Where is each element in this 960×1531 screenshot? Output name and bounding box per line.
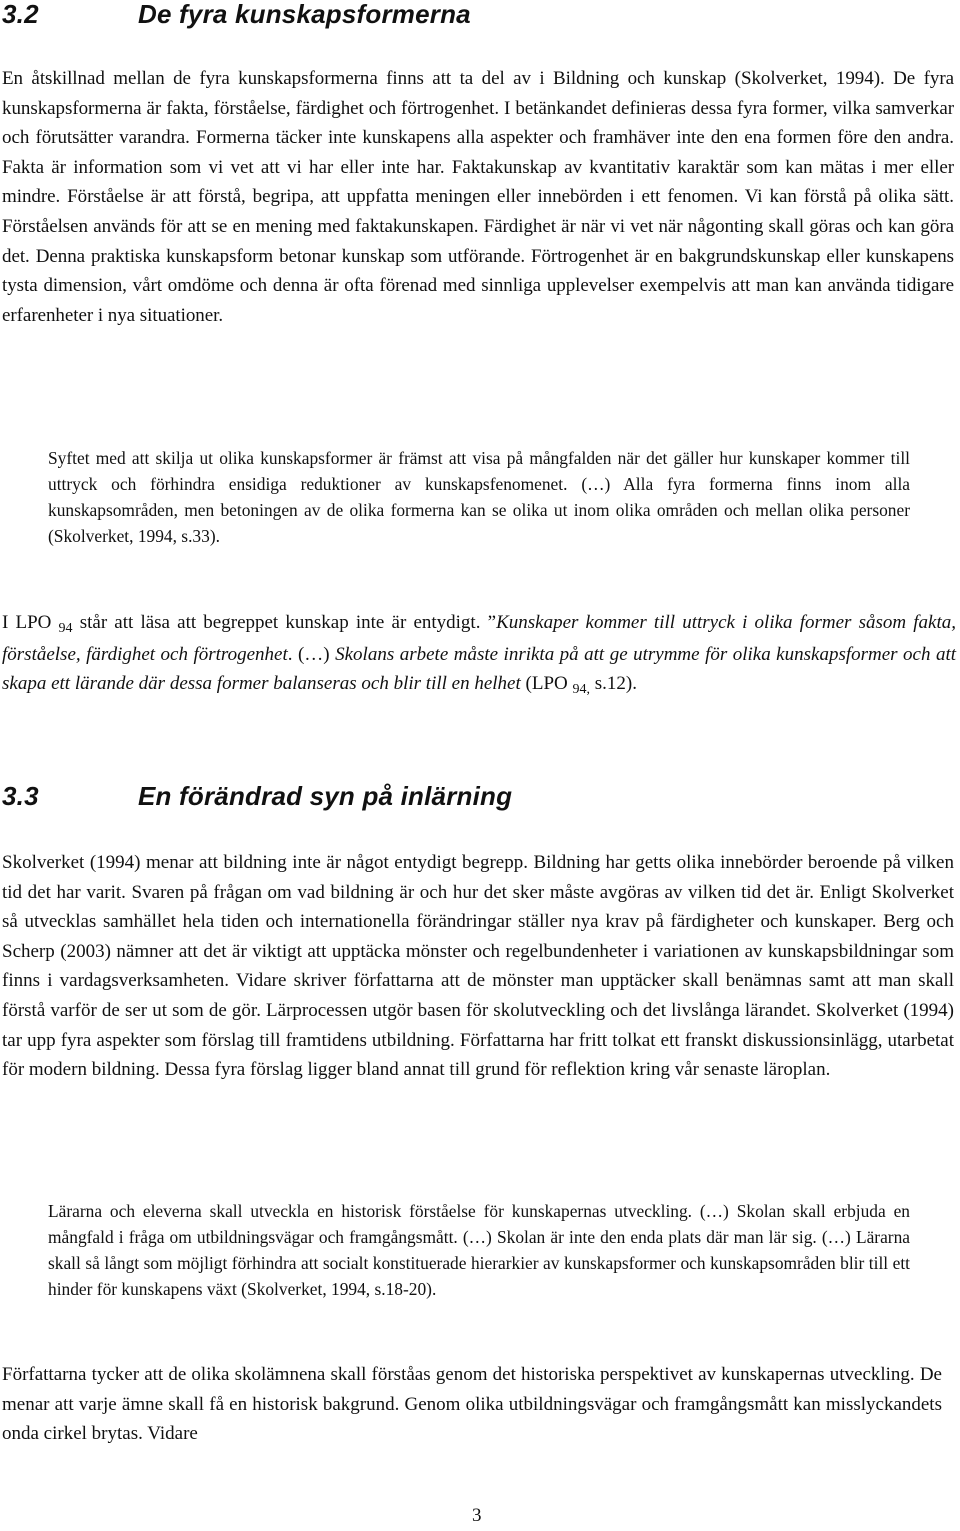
lpo-subscript: 94 [58, 621, 73, 636]
lpo-between: . (…) [287, 643, 336, 665]
lpo-quote-part1: Kunskaper kommer till uttryck i olika former såsom fakta, förståelse, färdighet och förtrogenhet [2, 612, 956, 665]
section-title: En förändrad syn på inlärning [138, 781, 513, 811]
page-number: 3 [472, 1505, 482, 1526]
lpo-lead: I LPO [2, 612, 59, 633]
paragraph-lpo94 [2, 608, 956, 701]
section-number: 3.2 [2, 0, 39, 29]
lpo-cite-subscript: 94, [572, 682, 590, 698]
lpo-cite: (LPO [520, 673, 573, 695]
block-quote-historisk-forstaelse: Lärarna och eleverna skall utveckla en historisk förståelse för kunskapernas utveckling. (…) Skolan skall erbjuda en mångfald i fråga om utbildningsvägar och framgångsmått. (…) Skolan är inte den enda plats där man lär sig. (…) Lärarna skall så långt som möjligt förhindra att socialt konstituerade hierarkier av kunskapsformer och kunskapsområden blir till ett hinder för kunskapens växt (Skolverket, 1994, s.18-20). [48, 1201, 910, 1300]
section-number: 3.3 [2, 781, 39, 811]
lpo-quote-part2: Skolans arbete måste inrikta på att ge utrymme för olika kunskapsformer och att skapa ett lärande där dessa former balanseras och blir till en helhet [2, 643, 957, 695]
paragraph-forfattarna: Författarna tycker att de olika skolämnena skall förståas genom det historiska perspektivet av kunskapernas utveckling. De menar att varje ämne skall få en historisk bakgrund. Genom olika utbildningsvägar och framgångsmått kan misslyckandets onda cirkel brytas. Vidare [2, 1364, 942, 1445]
lpo-cite-end: s.12). [590, 673, 637, 695]
lpo-mid: står att läsa att begreppet kunskap inte är entydigt. ” [72, 612, 497, 633]
section-title: De fyra kunskapsformerna [138, 0, 471, 29]
paragraph-bildning: Skolverket (1994) menar att bildning inte är något entydigt begrepp. Bildning har getts olika innebörder beroende på vilken tid det har varit. Svaren på frågan om vad bildning är och hur det sker måste avgöras av vilken tid det är. Enligt Skolverket så utvecklas samhället hela tiden och internationella förändringar ställer nya krav på färdigheter och kunskaper. Berg och Scherp (2003) nämner att det är viktigt att upptäcka mönster och regelbundenheter i variationen av kunskapsbildningar som finns i vardagsverksamheten. Vidare skriver författarna att de mönster man upptäcker skall benämnas samt att man skall förstå varför de ser ut som de gör. Lärprocessen utgör basen för skolutveckling och det livslånga lärandet. Skolverket (1994) tar upp fyra aspekter som förslag till framtidens utbildning. Författarna har fritt tolkat ett franskt diskussionsinlägg, utarbetat för modern bildning. Dessa fyra förslag ligger bland annat till grund för reflektion kring vår senaste läroplan. [2, 852, 954, 1081]
paragraph-kunskapsformer: En åtskillnad mellan de fyra kunskapsformerna finns att ta del av i Bildning och kunskap (Skolverket, 1994). De fyra kunskapsformerna är fakta, förståelse, färdighet och förtrogenhet. I betänkandet definieras dessa fyra former, vilka samverkar och förutsätter varandra. Formerna täcker inte kunskapens alla aspekter och framhäver inte den ena formen före den andra. Fakta är information som vi vet att vi har eller inte har. Faktakunskap av kvantitativ karaktär som kan mätas i mer eller mindre. Förståelse är att förstå, begripa, att uppfatta meningen eller innebörden i ett fenomen. Vi kan förstå på olika sätt. Förståelsen används för att se en mening med faktakunskapen. Färdighet är när vi vet när någonting skall göras och kan göra det. Denna praktiska kunskapsform betonar kunskap som utförande. Förtrogenhet är en bakgrundskunskap eller kunskapens tysta dimension, vårt omdöme och denna är ofta förenad med sinnliga upplevelser exempelvis att man kan använda tidigare erfarenheter i nya situationer. [2, 68, 954, 326]
block-quote-skolverket: Syftet med att skilja ut olika kunskapsformer är främst att visa på mångfalden när det gäller hur kunskaper kommer till uttryck och förhindra ensidiga reduktioner av kunskapsfenomenet. (…) Alla fyra formerna finns inom alla kunskapsområden, men betoningen av de olika formerna kan se olika ut inom olika områden och mellan olika personer (Skolverket, 1994, s.33). [48, 448, 910, 547]
section-heading-3-2 [2, 0, 471, 30]
section-heading-3-3 [2, 781, 512, 812]
